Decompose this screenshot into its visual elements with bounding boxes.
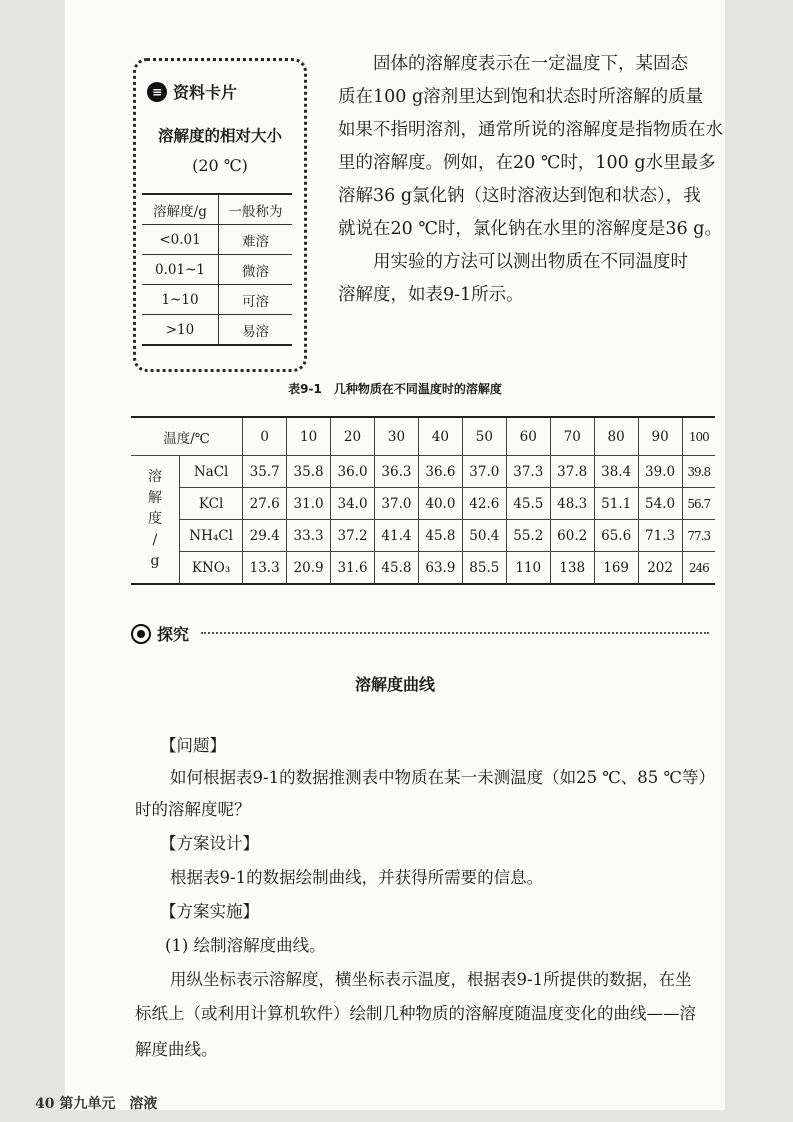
card-table-row (142, 285, 292, 315)
design-text: 根据表9-1的数据绘制曲线，并获得所需要的信息。 (170, 868, 544, 887)
temperature-value: 30 (374, 417, 418, 456)
solubility-value: 36.0 (331, 456, 375, 488)
solubility-value: 55.2 (506, 520, 550, 552)
table-header-row (131, 417, 715, 456)
impl-line: 标纸上（或利用计算机软件）绘制几种物质的溶解度随温度变化的曲线——溶 (135, 1004, 696, 1023)
solubility-value: 65.6 (594, 520, 638, 552)
solubility-value: 13.3 (243, 552, 287, 585)
temperature-value: 10 (287, 417, 331, 456)
explore-header (131, 622, 189, 645)
card-header-label: 资料卡片 (173, 83, 238, 102)
solubility-value: 36.3 (374, 456, 418, 488)
solubility-value: 45.8 (418, 520, 462, 552)
solubility-value: 138 (550, 552, 594, 585)
solubility-value: 34.0 (331, 488, 375, 520)
solubility-value: 31.0 (287, 488, 331, 520)
temperature-value: 40 (418, 417, 462, 456)
card-cell: 微溶 (219, 255, 293, 285)
solubility-value: 37.0 (374, 488, 418, 520)
solubility-value: 20.9 (287, 552, 331, 585)
intro-paragraph (338, 48, 723, 312)
card-cell: 易溶 (219, 315, 293, 346)
axis-label-char: 度 (148, 511, 162, 527)
paragraph-line: 溶解度，如表9-1所示。 (338, 285, 524, 305)
substance-name: NaCl (180, 456, 243, 488)
solubility-value: 29.4 (243, 520, 287, 552)
solubility-value: 37.8 (550, 456, 594, 488)
solubility-value: 37.0 (462, 456, 506, 488)
paragraph-line: 质在100 g溶剂里达到饱和状态时所溶解的质量 (338, 87, 704, 107)
substance-row (131, 552, 715, 585)
solubility-value: 56.7 (682, 488, 715, 520)
solubility-axis-label (131, 456, 180, 585)
solubility-value: 48.3 (550, 488, 594, 520)
solubility-value: 202 (638, 552, 682, 585)
table-caption: 表9-1 几种物质在不同温度时的溶解度 (288, 382, 502, 396)
book-icon: ≡ (147, 82, 167, 102)
solubility-value: 41.4 (374, 520, 418, 552)
solubility-value: 45.8 (374, 552, 418, 585)
unit-title: 第九单元 溶液 (59, 1096, 158, 1112)
temperature-value: 90 (638, 417, 682, 456)
card-cell: 可溶 (219, 285, 293, 315)
paragraph-line: 溶解36 g氯化钠（这时溶液达到饱和状态），我 (338, 186, 701, 206)
design-tag: 【方案设计】 (160, 834, 259, 853)
solubility-value: 31.6 (331, 552, 375, 585)
temperature-header: 温度/℃ (131, 417, 243, 456)
temperature-value: 60 (506, 417, 550, 456)
card-temperature: (20 ℃) (192, 156, 248, 175)
question-line: 如何根据表9-1的数据推测表中物质在某一未测温度（如25 ℃、85 ℃等） (170, 768, 715, 787)
axis-label-char: 溶 (148, 469, 162, 485)
solubility-value: 35.8 (287, 456, 331, 488)
substance-name: KCl (180, 488, 243, 520)
solubility-value: 38.4 (594, 456, 638, 488)
temperature-value: 100 (682, 417, 715, 456)
solubility-value: 85.5 (462, 552, 506, 585)
solubility-value: 54.0 (638, 488, 682, 520)
paragraph-line: 用实验的方法可以测出物质在不同温度时 (338, 252, 688, 272)
card-cell: 0.01~1 (142, 255, 219, 285)
page-number: 40 (35, 1096, 55, 1112)
axis-label-char: 解 (148, 490, 162, 506)
solubility-value: 50.4 (462, 520, 506, 552)
solubility-value: 36.6 (418, 456, 462, 488)
card-cell: <0.01 (142, 225, 219, 255)
solubility-value: 27.6 (243, 488, 287, 520)
card-table-header (142, 194, 292, 225)
impl-line: 解度曲线。 (135, 1040, 218, 1059)
solubility-value: 63.9 (418, 552, 462, 585)
card-cell: 难溶 (219, 225, 293, 255)
impl-tag: 【方案实施】 (160, 902, 259, 921)
card-header (147, 80, 237, 103)
temperature-value: 20 (331, 417, 375, 456)
axis-label-char: g (150, 553, 160, 569)
solubility-value: 77.3 (682, 520, 715, 552)
impl-line: 用纵坐标表示溶解度，横坐标表示温度，根据表9-1所提供的数据，在坐 (170, 970, 692, 989)
card-table-row (142, 315, 292, 346)
card-table-row (142, 255, 292, 285)
card-title: 溶解度的相对大小 (157, 127, 282, 145)
temperature-value: 70 (550, 417, 594, 456)
dotted-divider (201, 632, 709, 634)
paragraph-line: 固体的溶解度表示在一定温度下，某固态 (338, 54, 688, 74)
card-col-header: 一般称为 (219, 194, 293, 225)
card-col-header: 溶解度/g (142, 194, 219, 225)
card-table-row (142, 225, 292, 255)
question-line: 时的溶解度呢？ (135, 800, 251, 819)
explore-label: 探究 (157, 625, 190, 644)
solubility-value: 40.0 (418, 488, 462, 520)
textbook-page (35, 0, 725, 1112)
solubility-value: 39.8 (682, 456, 715, 488)
substance-row (131, 456, 715, 488)
temperature-value: 0 (243, 417, 287, 456)
solubility-value: 33.3 (287, 520, 331, 552)
solubility-value: 246 (682, 552, 715, 585)
temperature-value: 50 (462, 417, 506, 456)
substance-name: NH₄Cl (180, 520, 243, 552)
target-icon (131, 624, 151, 644)
solubility-value: 39.0 (638, 456, 682, 488)
substance-row (131, 488, 715, 520)
paragraph-line: 就说在20 ℃时，氯化钠在水里的溶解度是36 g。 (338, 219, 722, 239)
paragraph-line: 里的溶解度。例如，在20 ℃时，100 g水里最多 (338, 153, 716, 173)
card-cell: 1~10 (142, 285, 219, 315)
page-footer (35, 1093, 157, 1113)
axis-label-char: / (152, 532, 158, 548)
solubility-value: 51.1 (594, 488, 638, 520)
solubility-value: 110 (506, 552, 550, 585)
temperature-value: 80 (594, 417, 638, 456)
solubility-value: 71.3 (638, 520, 682, 552)
solubility-value: 60.2 (550, 520, 594, 552)
paragraph-line: 如果不指明溶剂，通常所说的溶解度是指物质在水 (338, 120, 723, 140)
solubility-value: 42.6 (462, 488, 506, 520)
card-cell: >10 (142, 315, 219, 346)
section-title: 溶解度曲线 (354, 675, 435, 694)
substance-name: KNO₃ (180, 552, 243, 585)
solubility-value: 169 (594, 552, 638, 585)
step-one: (1) 绘制溶解度曲线。 (165, 936, 326, 955)
solubility-table (131, 416, 715, 585)
solubility-value: 37.2 (331, 520, 375, 552)
solubility-value: 45.5 (506, 488, 550, 520)
question-tag: 【问题】 (160, 736, 226, 755)
solubility-value: 37.3 (506, 456, 550, 488)
info-card (133, 58, 307, 372)
card-table (142, 193, 292, 346)
substance-row (131, 520, 715, 552)
solubility-value: 35.7 (243, 456, 287, 488)
